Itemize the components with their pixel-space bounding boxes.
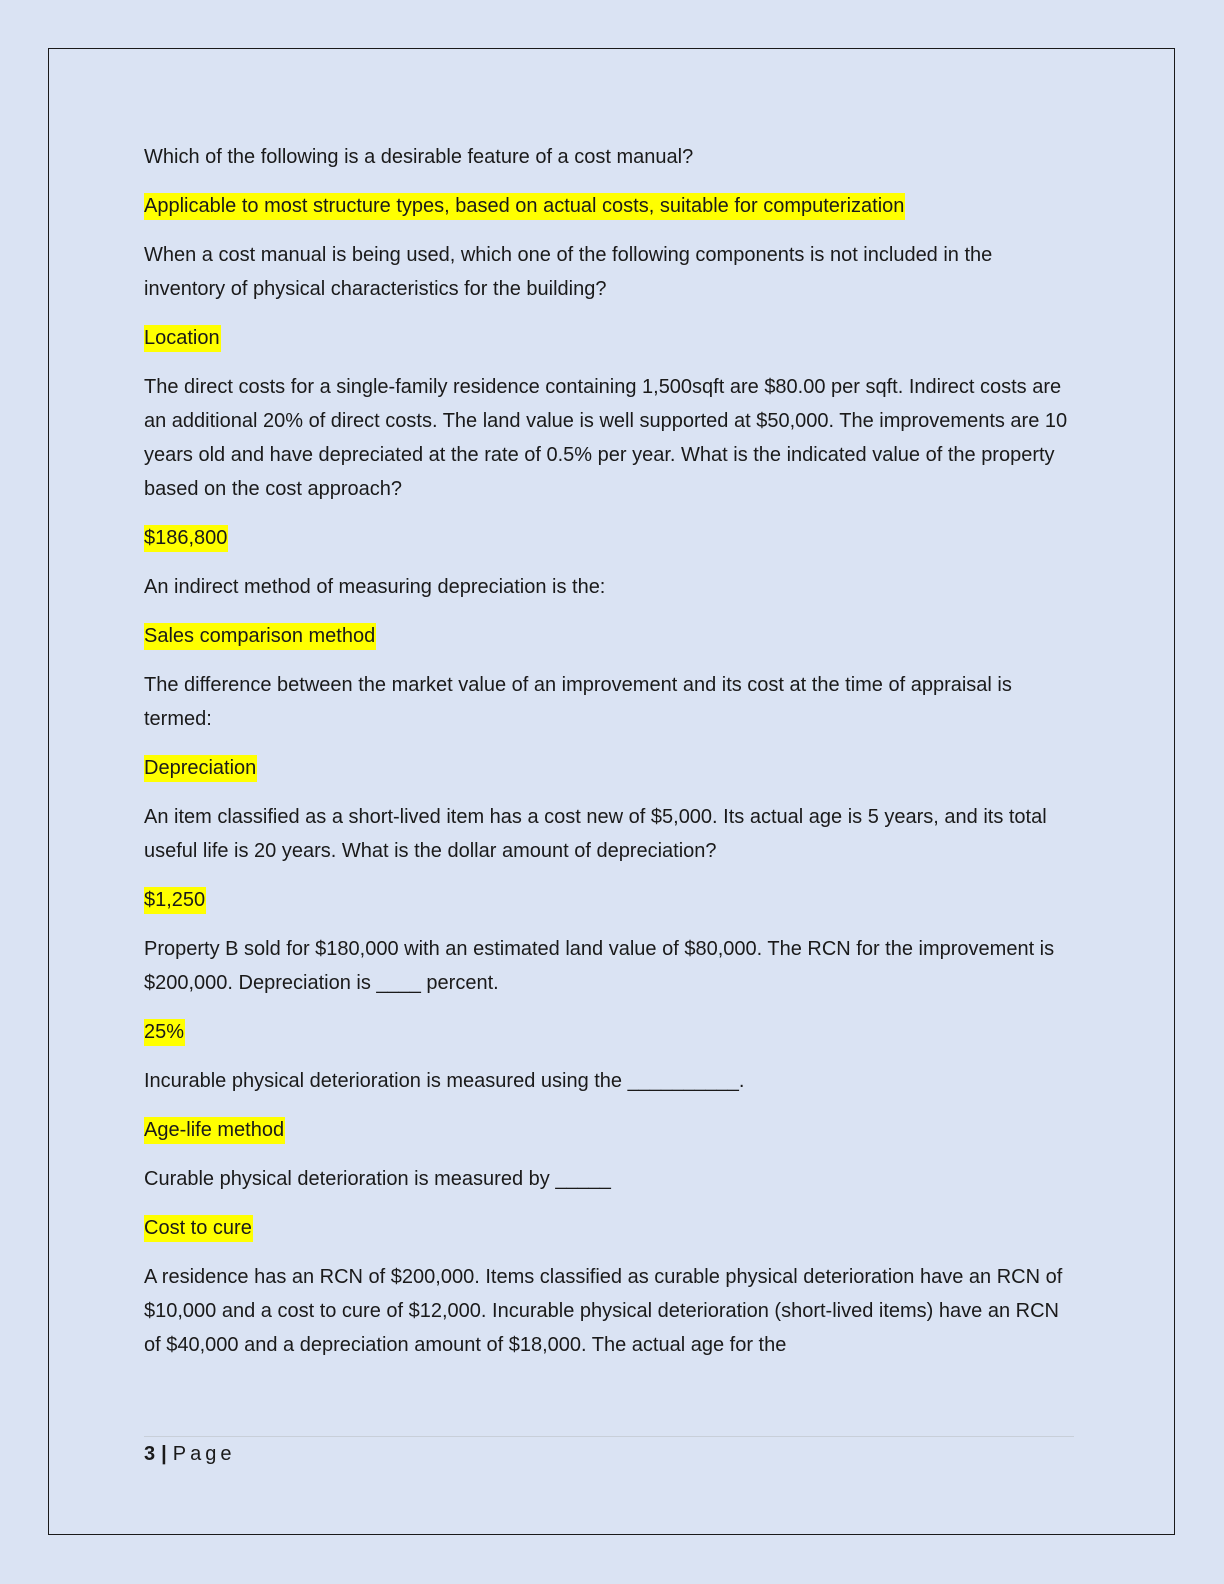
answer-9 (144, 1211, 1074, 1245)
question-3: The direct costs for a single-family residence containing 1,500sqft are $80.00 per sqft. Indirect costs are an additional 20% of direct costs. The land value is well supported at $50,000. The improvements are 10 years old and have depreciated at the rate of 0.5% per year. What is the indicated value of the property based on the cost approach? (144, 376, 1068, 500)
question-2: When a cost manual is being used, which one of the following components is not included in the inventory of physical characteristics for the building? (144, 244, 993, 300)
answer-1 (144, 189, 1074, 223)
question-4: An indirect method of measuring depreciation is the: (144, 576, 606, 598)
answer-7 (144, 1015, 1074, 1049)
footer-divider (144, 1436, 1074, 1437)
question-1: Which of the following is a desirable feature of a cost manual? (144, 146, 694, 168)
answer-3-highlight: $186,800 (144, 525, 228, 552)
answer-6 (144, 883, 1074, 917)
answer-2-highlight: Location (144, 325, 221, 352)
answer-7-highlight: 25% (144, 1019, 185, 1046)
answer-6-highlight: $1,250 (144, 887, 206, 914)
answer-5 (144, 751, 1074, 785)
answer-8-highlight: Age-life method (144, 1117, 285, 1144)
answer-5-highlight: Depreciation (144, 755, 257, 782)
question-10: A residence has an RCN of $200,000. Items classified as curable physical deterioration have an RCN of $10,000 and a cost to cure of $12,000. Incurable physical deterioration (short-lived items) have an RCN of $40,000 and a depreciation amount of $18,000. The actual age for the (144, 1266, 1063, 1356)
answer-8 (144, 1113, 1074, 1147)
answer-2 (144, 321, 1074, 355)
question-5: The difference between the market value of an improvement and its cost at the time of appraisal is termed: (144, 674, 1012, 730)
answer-9-highlight: Cost to cure (144, 1215, 253, 1242)
answer-1-highlight: Applicable to most structure types, based on actual costs, suitable for computerization (144, 193, 905, 220)
answer-4 (144, 619, 1074, 653)
question-9: Curable physical deterioration is measured by _____ (144, 1168, 611, 1190)
answer-3 (144, 521, 1074, 555)
question-6: An item classified as a short-lived item has a cost new of $5,000. Its actual age is 5 years, and its total useful life is 20 years. What is the dollar amount of depreciation? (144, 806, 1047, 862)
answer-4-highlight: Sales comparison method (144, 623, 376, 650)
question-7: Property B sold for $180,000 with an estimated land value of $80,000. The RCN for the improvement is $200,000. Depreciation is ____ percent. (144, 938, 1055, 994)
footer-separator: | (161, 1443, 167, 1465)
page-number: 3 (144, 1443, 156, 1465)
page-label: Page (172, 1443, 236, 1465)
page-footer (144, 1440, 235, 1468)
document-body (144, 140, 1074, 1377)
question-8: Incurable physical deterioration is measured using the __________. (144, 1070, 745, 1092)
